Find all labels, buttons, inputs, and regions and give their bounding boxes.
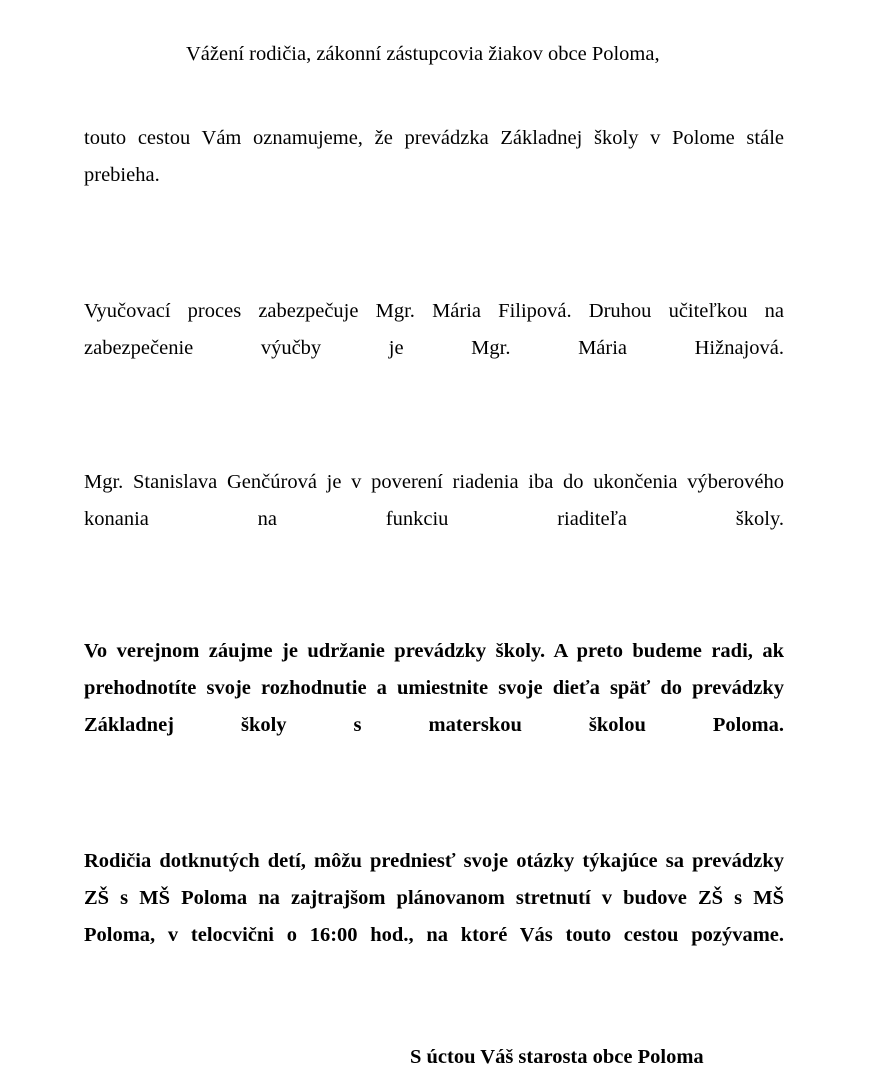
paragraph-public-interest-appeal: Vo verejnom záujme je udržanie prevádzky školy. A preto budeme radi, ak prehodnotíte svoje rozhodnutie a umiestnite svoje dieťa späť do prevádzky Základnej školy s materskou školou Poloma. xyxy=(84,640,784,736)
spacer-after-salutation xyxy=(84,73,784,120)
signature-line: S úctou Váš starosta obce Poloma xyxy=(410,1046,704,1068)
spacer-before-signature xyxy=(84,991,784,1039)
paragraph-operation-continues: touto cestou Vám oznamujeme, že prevádzka Základnej školy v Polome stále prebieha. xyxy=(84,127,784,186)
spacer-2 xyxy=(84,404,784,464)
spacer-4 xyxy=(84,781,784,843)
paragraph-meeting-invitation: Rodičia dotknutých detí, môžu predniesť svoje otázky týkajúce sa prevádzky ZŠ s MŠ Poloma na zajtrajšom plánovanom stretnutí v budove ZŠ s MŠ Poloma, v telocvični o 16:00 hod., na ktoré Vás touto cestou pozývame. xyxy=(84,850,784,946)
document-text-column xyxy=(84,0,784,1076)
paragraph-teaching-staff: Vyučovací proces zabezpečuje Mgr. Mária Filipová. Druhou učiteľkou na zabezpečenie výučby je Mgr. Mária Hižnajová. xyxy=(84,300,784,359)
paragraph-acting-director: Mgr. Stanislava Genčúrová je v poverení riadenia iba do ukončenia výberového konania na funkciu riaditeľa školy. xyxy=(84,471,784,530)
salutation-line: Vážení rodičia, zákonní zástupcovia žiakov obce Poloma, xyxy=(186,43,660,65)
spacer-1 xyxy=(84,231,784,293)
spacer-3 xyxy=(84,575,784,633)
